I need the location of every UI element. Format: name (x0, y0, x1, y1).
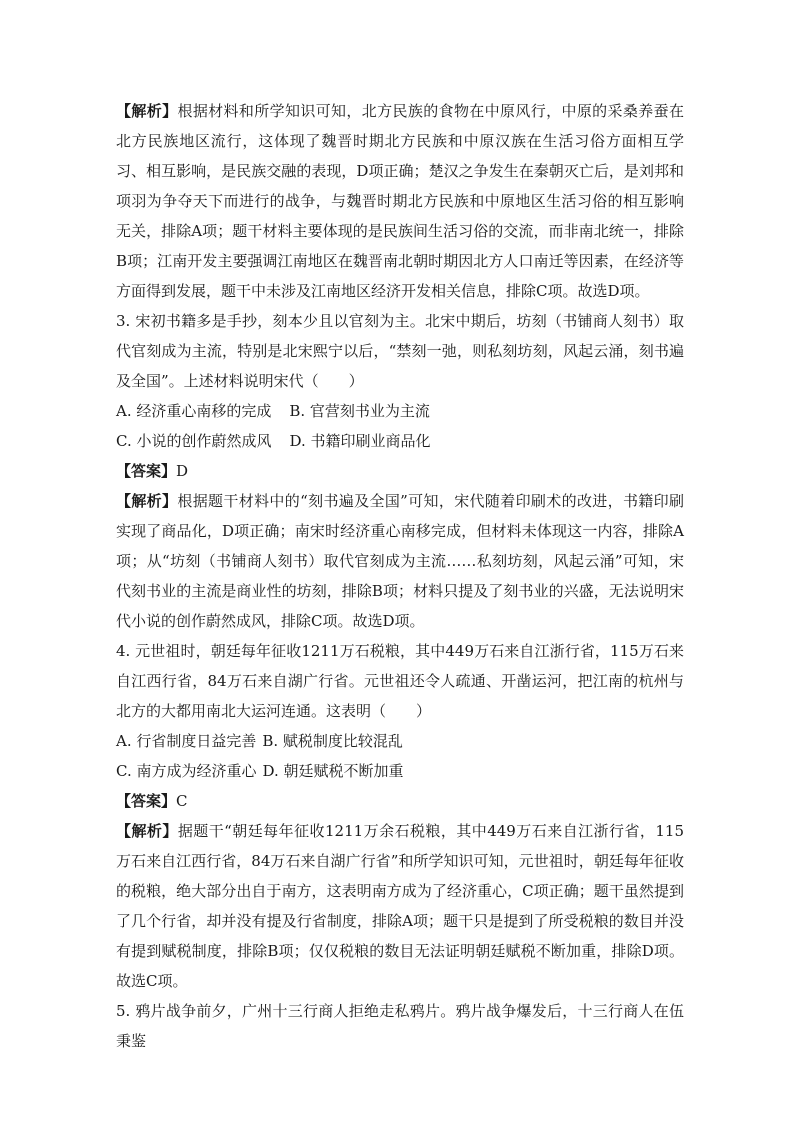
q4-answer (116, 786, 684, 816)
q4-option-a: A. 行省制度日益完善 (116, 732, 257, 750)
analysis-text: 根据材料和所学知识可知，北方民族的食物在中原风行，中原的采桑养蚕在北方民族地区流行，这体现了魏晋时期北方民族和中原汉族在生活习俗方面相互学习、相互影响，是民族交融的表现，D项正确；楚汉之争发生在秦朝灭亡后，是刘邦和项羽为争夺天下而进行的战争，与魏晋时期北方民族和中原地区生活习俗的相互影响无关，排除A项；题干材料主要体现的是民族间生活习俗的交流，而非南北统一，排除B项；江南开发主要强调江南地区在魏晋南北朝时期因北方人口南迁等因素，在经济等方面得到发展，题干中未涉及江南地区经济开发相关信息，排除C项。故选D项。 (116, 102, 684, 300)
q4-options-row-2 (116, 756, 684, 786)
analysis-label: 【解析】 (116, 492, 178, 510)
q4-option-c: C. 南方成为经济重心 (116, 762, 257, 780)
q4-stem: 4. 元世祖时，朝廷每年征收1211万石税粮，其中449万石来自江浙行省，115万石来自江西行省，84万石来自湖广行省。元世祖还令人疏通、开凿运河，把江南的杭州与北方的大都用南北大运河连通。这表明（ ） (116, 642, 684, 720)
q3-options-row-1 (116, 396, 684, 426)
answer-label: 【答案】 (116, 792, 177, 810)
q4-analysis (116, 816, 684, 996)
q4-options-row-1 (116, 726, 684, 756)
q3-stem: 3. 宋初书籍多是手抄，刻本少且以官刻为主。北宋中期后，坊刻（书铺商人刻书）取代官刻成为主流，特别是北宋熙宁以后，“禁刻一弛，则私刻坊刻，风起云涌，刻书遍及全国”。上述材料说明宋代（ ） (116, 312, 684, 390)
q3-option-d: D. 书籍印刷业商品化 (289, 432, 431, 450)
q4-option-d: D. 朝廷赋税不断加重 (262, 762, 404, 780)
q3-option-a: A. 经济重心南移的完成 (116, 402, 272, 420)
answer-value: C (176, 792, 188, 810)
q2-analysis (116, 96, 684, 306)
analysis-label: 【解析】 (116, 822, 178, 840)
q3-option-c: C. 小说的创作蔚然成风 (116, 432, 272, 450)
analysis-label: 【解析】 (116, 102, 178, 120)
q3-options-row-2 (116, 426, 684, 456)
analysis-text: 根据题干材料中的“刻书遍及全国”可知，宋代随着印刷术的改进，书籍印刷实现了商品化，D项正确；南宋时经济重心南移完成，但材料未体现这一内容，排除A项；从“坊刻（书铺商人刻书）取代官刻成为主流……私刻坊刻，风起云涌”可知，宋代刻书业的主流是商业性的坊刻，排除B项；材料只提及了刻书业的兴盛，无法说明宋代小说的创作蔚然成风，排除C项。故选D项。 (116, 492, 684, 630)
q4-option-b: B. 赋税制度比较混乱 (262, 732, 403, 750)
q5-stem: 5. 鸦片战争前夕，广州十三行商人拒绝走私鸦片。鸦片战争爆发后，十三行商人在伍秉鉴 (116, 1002, 684, 1050)
q3-analysis (116, 486, 684, 636)
analysis-text: 据题干“朝廷每年征收1211万余石税粮，其中449万石来自江浙行省，115万石来自江西行省，84万石来自湖广行省”和所学知识可知，元世祖时，朝廷每年征收的税粮，绝大部分出自于南方，这表明南方成为了经济重心，C项正确；题干虽然提到了几个行省，却并没有提及行省制度，排除A项；题干只是提到了所受税粮的数目并没有提到赋税制度，排除B项；仅仅税粮的数目无法证明朝廷赋税不断加重，排除D项。故选C项。 (116, 822, 684, 990)
document-page (116, 96, 684, 1056)
answer-label: 【答案】 (116, 462, 177, 480)
answer-value: D (176, 462, 189, 480)
q3-answer (116, 456, 684, 486)
q3-option-b: B. 官营刻书业为主流 (289, 402, 430, 420)
